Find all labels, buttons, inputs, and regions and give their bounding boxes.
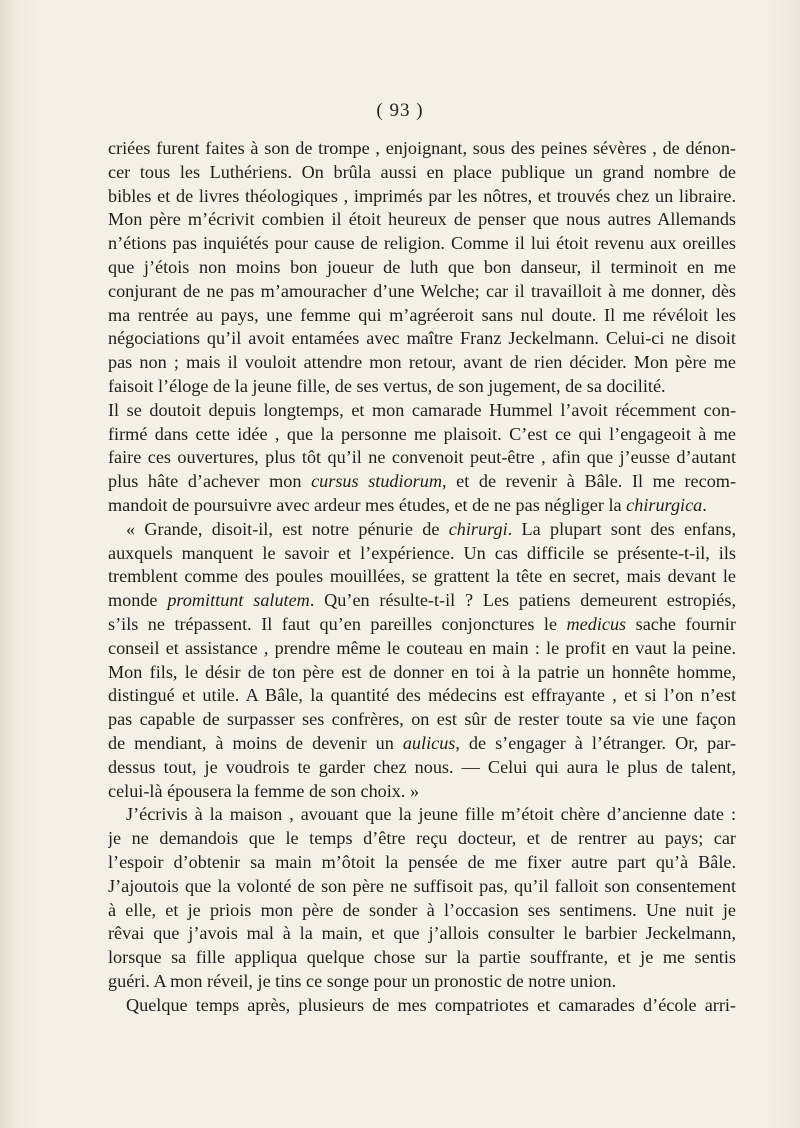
text-line: faisoit l’éloge de la jeune fille, de ses vertus, de son jugement, de sa docilité. [108,375,666,396]
text-line: auxquels manquent le savoir et l’expérience. Un cas difficile se présente-t-il, ils [108,542,736,563]
text-line: ma rentrée au pays, une femme qui m’agréeroit sans nul doute. Il me révéloit les [108,304,736,325]
text-line: à elle, et je priois mon père de sonder à l’occasion ses sentimens. Une nuit je [108,899,736,920]
text-line: lorsque sa fille appliqua quelque chose sur la partie souffrante, et je me sentis [108,947,736,968]
text-line: tremblent comme des poules mouillées, se grattent la tête en secret, mais devant le [108,566,736,587]
text-line: rêvai que j’avois mal à la main, et que j’allois consulter le barbier Jeckelmann, [108,923,736,944]
text-line: Il se doutoit depuis longtemps, et mon camarade Hummel l’avoit récemment con- [108,399,736,420]
text-line: criées furent faites à son de trompe , enjoignant, sous des peines sévères , de dénon- [108,138,736,158]
text-line: J’écrivis à la maison , avouant que la jeune fille m’étoit chère d’ancienne date : [126,804,736,825]
text-line: bibles et de livres théologiques , imprimés par les nôtres, et trouvés chez un libraire. [108,185,736,206]
text-line: faire ces ouvertures, plus tôt qu’il ne convenoit peut-être , afin que j’eusse d’autant [108,447,736,468]
text-line: distingué et utile. A Bâle, la quantité des médecins est effrayante , et si l’on n’est [108,685,736,706]
text-line: je ne demandois que le temps d’être reçu docteur, et de rentrer au pays; car [108,828,736,849]
text-line: que j’étois non moins bon joueur de luth que bon danseur, il terminoit en me [108,256,736,277]
text-line: pas capable de surpasser ses confrères, on est sûr de rester toute sa vie une façon [108,709,736,730]
text-line: J’ajoutois que la volonté de son père ne suffisoit pas, qu’il falloit son consentement [108,875,736,896]
text-line: conseil et assistance , prendre même le couteau en main : le profit en vaut la peine. [108,637,736,658]
text-line: firmé dans cette idée , que la personne me plaisoit. C’est ce qui l’engageoit à me [108,423,736,444]
text-line: celui-là épousera la femme de son choix. » [108,780,420,801]
text-line: Quelque temps après, plusieurs de mes compatriotes et camarades d’école arri- [126,994,736,1015]
text-line: conjurant de ne pas m’amouracher d’une Welche; car il travailloit à me donner, dès [108,280,736,301]
text-line: de mendiant, à moins de devenir un aulicus, de s’engager à l’étranger. Or, par- [108,732,736,753]
text-line: dessus tout, je voudrois te garder chez nous. — Celui qui aura le plus de talent, [108,756,736,777]
text-line: « Grande, disoit-il, est notre pénurie de chirurgi. La plupart sont des enfans, [126,518,736,539]
text-line: guéri. A mon réveil, je tins ce songe pour un pronostic de notre union. [108,970,617,991]
text-line: n’étions pas inquiétés pour cause de religion. Comme il lui étoit revenu aux oreilles [108,233,736,254]
text-line: monde promittunt salutem. Qu’en résulte-t-il ? Les patiens demeurent estropiés, [108,590,736,611]
text-line: mandoit de poursuivre avec ardeur mes études, et de ne pas négliger la chirurgica. [108,494,707,515]
text-line: négociations qu’il avoit entamées avec maître Franz Jeckelmann. Celui-ci ne disoit [108,328,736,349]
text-line: cer tous les Luthériens. On brûla aussi en place publique un grand nombre de [108,161,736,182]
page-number: ( 93 ) [376,100,424,121]
body-text [108,137,736,1017]
text-line: Mon fils, le désir de ton père est de donner en toi à la patrie un honnête homme, [108,661,736,682]
text-line: s’ils ne trépassent. Il faut qu’en pareilles conjonctures le medicus sache fournir [108,613,736,634]
text-line: l’espoir d’obtenir sa main m’ôtoit la pensée de me fixer autre part qu’à Bâle. [108,851,736,872]
text-line: plus hâte d’achever mon cursus studiorum, et de revenir à Bâle. Il me recom- [108,471,736,492]
text-line: pas non ; mais il vouloit attendre mon retour, avant de rien décider. Mon père me [108,352,736,373]
text-line: Mon père m’écrivit combien il étoit heureux de penser que nous autres Allemands [108,209,736,230]
